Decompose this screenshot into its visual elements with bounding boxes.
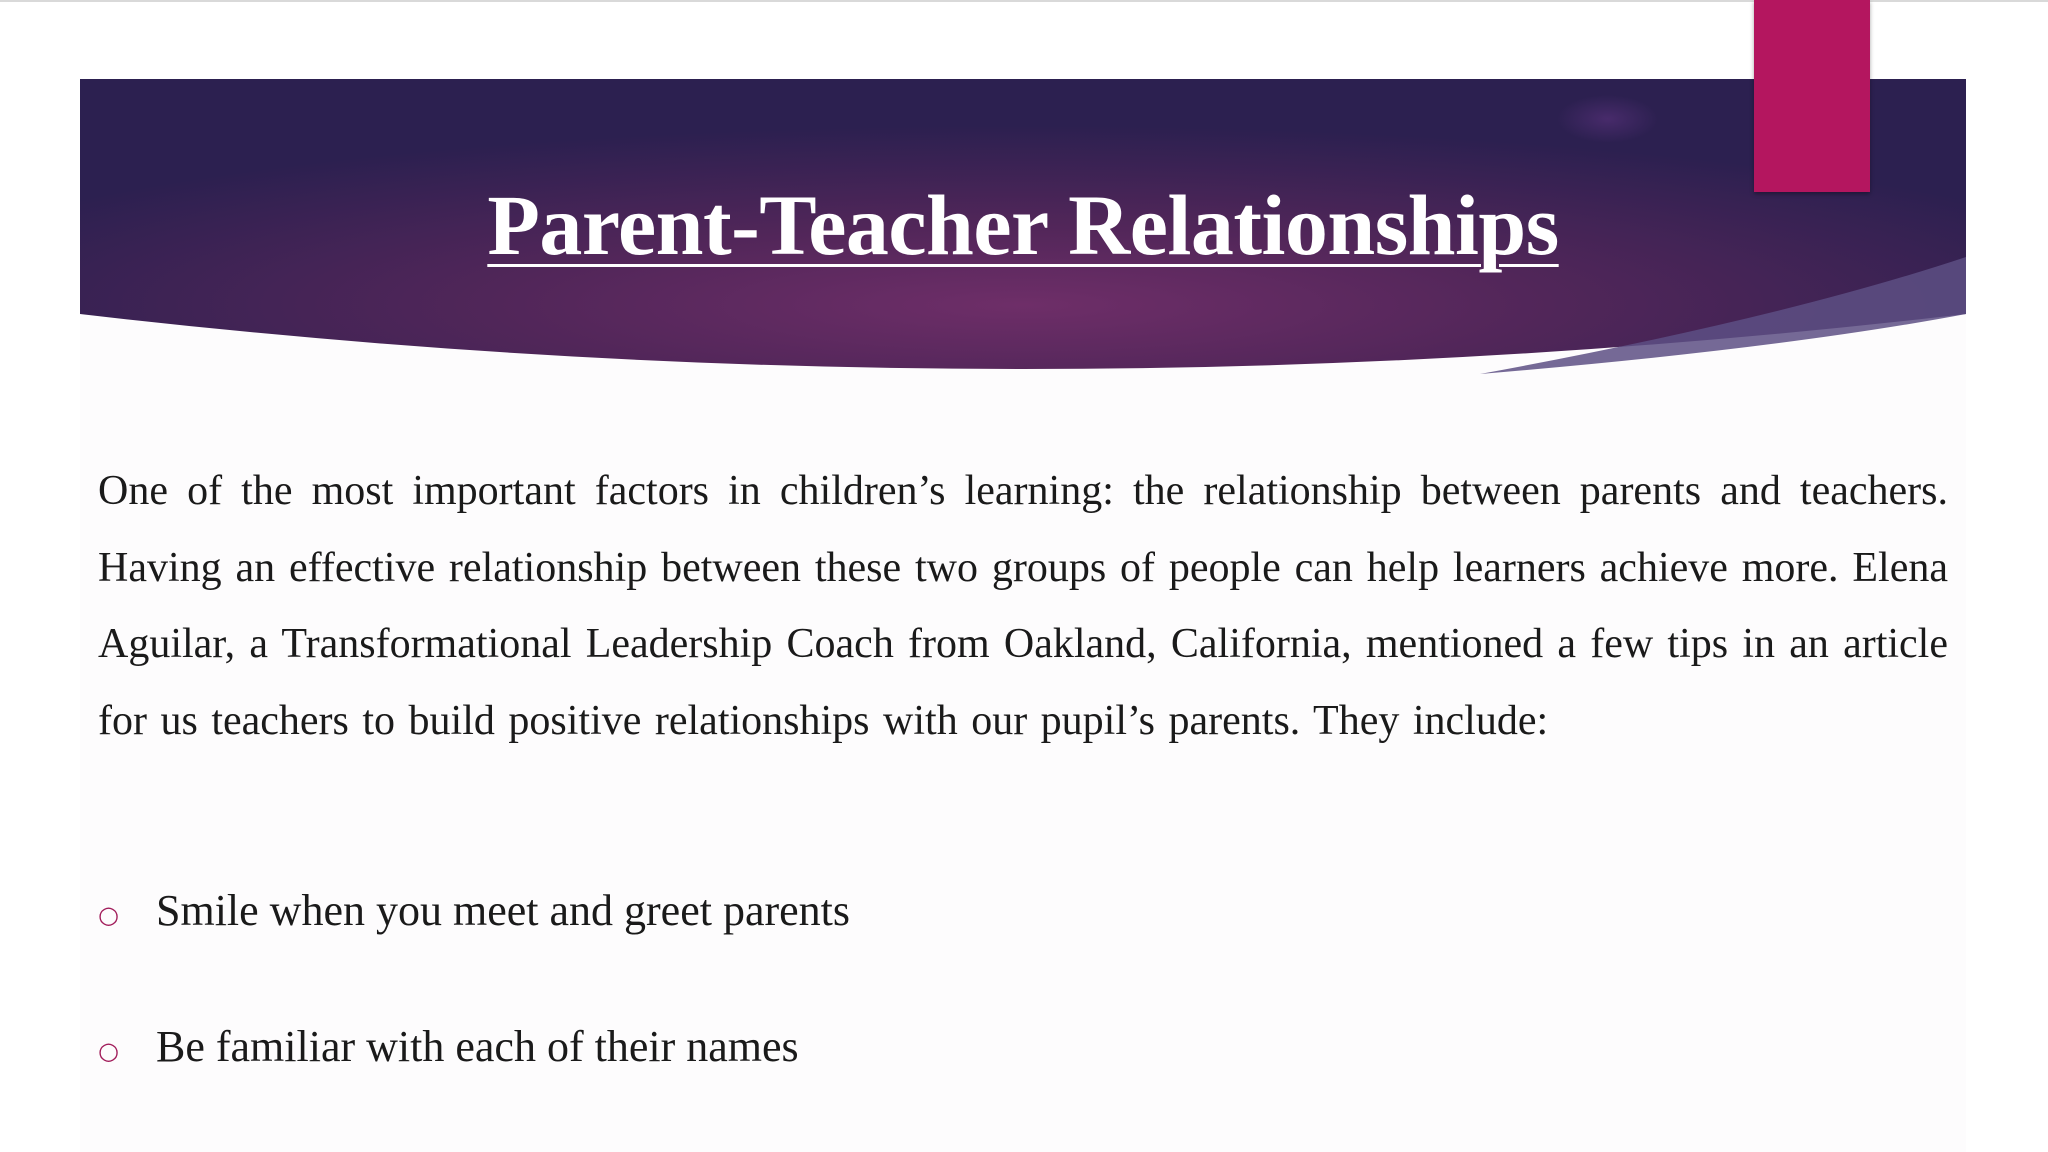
accent-tab [1754,0,1870,192]
list-item [98,878,1948,1014]
hollow-circle-bullet-icon: ○ [98,1037,119,1065]
window-top-border [0,0,2048,2]
bullet-text: Be familiar with each of their names [156,1022,799,1071]
slide-title: Parent-Teacher Relationships [487,177,1559,273]
hollow-circle-bullet-icon: ○ [98,901,119,929]
bullet-list [98,878,1948,1150]
bullet-text: Smile when you meet and greet parents [156,886,851,935]
list-item [98,1014,1948,1150]
body-paragraph: One of the most important factors in children’s learning: the relationship between parents and teachers. Having an effective relationship between these two groups of people can help learners achieve more. Elena Aguilar, a Transformational Leadership Coach from Oakland, California, mentioned a few tips in an article for us teachers to build positive relationships with our pupil’s parents. They include: [98,468,1948,744]
